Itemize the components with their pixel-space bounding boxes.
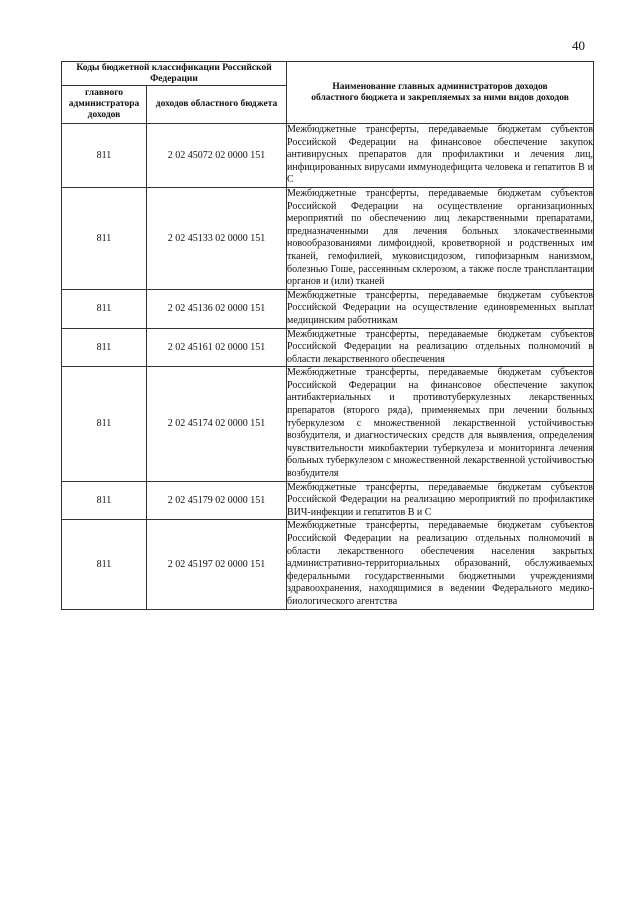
income-name-cell: Межбюджетные трансферты, передаваемые бюджетам субъектов Российской Федерации на реализацию мероприятий по профилактике ВИЧ-инфекции и гепатитов В и С	[287, 481, 594, 520]
income-code-cell: 2 02 45174 02 0000 151	[147, 367, 287, 481]
income-code-cell: 2 02 45136 02 0000 151	[147, 289, 287, 328]
admin-code-cell: 811	[62, 367, 147, 481]
table-row	[62, 289, 594, 328]
header-administrator-name: Наименование главных администраторов доходов областного бюджета и закрепляемых за ними видов доходов	[287, 62, 594, 124]
table-row	[62, 187, 594, 289]
income-name-cell: Межбюджетные трансферты, передаваемые бюджетам субъектов Российской Федерации на осуществление организационных мероприятий по обеспечению лиц лекарственными препаратами, предназначенными для лечения больных злокачественными новообразованиями лимфоидной, кроветворной и родственных им тканей, гемофилией, муковисцидозом, гипофизарным нанизмом, болезнью Гоше, рассеянным склерозом, а также после трансплантации органов и (или) тканей	[287, 187, 594, 289]
table-row	[62, 328, 594, 367]
income-code-cell: 2 02 45161 02 0000 151	[147, 328, 287, 367]
income-name-cell: Межбюджетные трансферты, передаваемые бюджетам субъектов Российской Федерации на реализацию отдельных полномочий в области лекарственного обеспечения населения закрытых административно-территориальных образований, обслуживаемых федеральными государственными бюджетными учреждениями здравоохранения, находящимися в ведении Федерального медико-биологического агентства	[287, 520, 594, 609]
header-budget-codes: Коды бюджетной классификации Российской Федерации	[62, 62, 287, 86]
income-name-cell: Межбюджетные трансферты, передаваемые бюджетам субъектов Российской Федерации на осуществление единовременных выплат медицинским работникам	[287, 289, 594, 328]
table-row	[62, 124, 594, 188]
header-admin-code: главного администратора доходов	[62, 86, 147, 124]
income-code-cell: 2 02 45197 02 0000 151	[147, 520, 287, 609]
admin-code-cell: 811	[62, 289, 147, 328]
income-name-cell: Межбюджетные трансферты, передаваемые бюджетам субъектов Российской Федерации на финансовое обеспечение закупок антивирусных препаратов для профилактики и лечения лиц, инфицированных вирусами иммунодефицита человека и гепатитов В и С	[287, 124, 594, 188]
income-name-cell: Межбюджетные трансферты, передаваемые бюджетам субъектов Российской Федерации на реализацию отдельных полномочий в области лекарственного обеспечения	[287, 328, 594, 367]
income-name-cell: Межбюджетные трансферты, передаваемые бюджетам субъектов Российской Федерации на финансовое обеспечение закупок антибактериальных и противотуберкулезных лекарственных препаратов (второго ряда), применяемых при лечении больных туберкулезом с множественной лекарственной устойчивостью возбудителя, и диагностических средств для выявления, определения чувствительности микобактерии туберкулеза и мониторинга лечения больных туберкулезом с множественной лекарственной устойчивостью возбудителя	[287, 367, 594, 481]
page-number: 40	[572, 38, 585, 53]
table-row	[62, 481, 594, 520]
income-code-cell: 2 02 45179 02 0000 151	[147, 481, 287, 520]
admin-code-cell: 811	[62, 481, 147, 520]
table-row	[62, 520, 594, 609]
header-income-code: доходов областного бюджета	[147, 86, 287, 124]
admin-code-cell: 811	[62, 124, 147, 188]
admin-code-cell: 811	[62, 187, 147, 289]
income-code-cell: 2 02 45133 02 0000 151	[147, 187, 287, 289]
table-row	[62, 367, 594, 481]
income-code-cell: 2 02 45072 02 0000 151	[147, 124, 287, 188]
admin-code-cell: 811	[62, 520, 147, 609]
admin-code-cell: 811	[62, 328, 147, 367]
budget-classification-table	[61, 61, 594, 610]
